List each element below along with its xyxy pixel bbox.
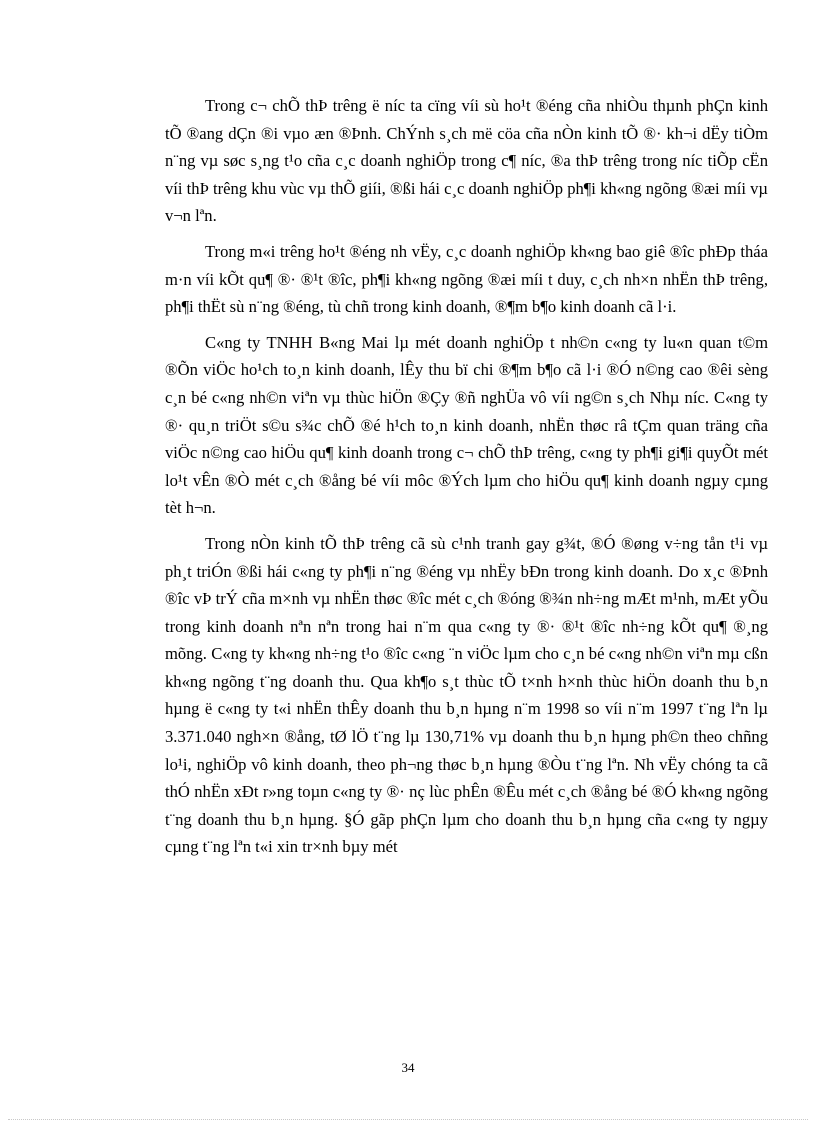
paragraph-4: Trong nÒn kinh tÕ thÞ trêng cã sù c¹nh tranh gay g¾t, ®Ó ®øng v÷ng tån t¹i vµ ph¸t triÓn ®ßi hái c«ng ty ph¶i n¨ng ®éng vµ nhËy bÐn trong kinh doanh. Do x¸c ®Þnh ®îc vÞ trÝ cña m×nh vµ nhËn thøc ®îc mét c¸ch ®óng ®¾n nh÷ng mÆt m¹nh, mÆt yÕu trong kinh doanh nªn nªn trong hai n¨m qua c«ng ty ®· ®¹t ®îc nh÷ng kÕt qu¶ ®¸ng mõng. C«ng ty kh«ng nh÷ng t¹o ®îc c«ng ¨n viÖc lµm cho c¸n bé c«ng nh©n viªn mµ cßn kh«ng ngõng t¨ng doanh thu. Qua kh¶o s¸t thùc tÕ t×nh h×nh thùc hiÖn doanh thu b¸n hµng ë c«ng ty t«i nhËn thÊy doanh thu b¸n hµng n¨m 1998 so víi n¨m 1997 t¨ng lªn lµ 3.371.040 ngh×n ®ång, tØ lÖ t¨ng lµ 130,71% vµ doanh thu b¸n hµng ph©n theo chñng lo¹i, nghiÖp vô kinh doanh, theo ph¬ng thøc b¸n hµng ®Òu t¨ng lªn. Nh vËy chóng ta cã thÓ nhËn xÐt r»ng toµn c«ng ty ®· nç lùc phÊn ®Êu mét c¸ch ®ång bé ®Ó kh«ng ngõng t¨ng doanh thu b¸n hµng. §Ó gãp phÇn lµm cho doanh thu b¸n hµng cña c«ng ty ngµy cµng t¨ng lªn t«i xin tr×nh bµy mét bbox=[165, 533, 768, 857]
page-number: 34 bbox=[401, 1060, 415, 1075]
paragraph-1: Trong c¬ chÕ thÞ trêng ë níc ta cïng víi sù ho¹t ®éng cña nhiÒu thµnh phÇn kinh tÕ ®ang dÇn ®i vµo æn ®Þnh. ChÝnh s¸ch më cöa cña nÒn kinh tÕ ®· kh¬i dËy tiÒm n¨ng vµ søc s¸ng t¹o cña c¸c doanh nghiÖp trong c¶ níc, ®a thÞ trêng trong níc tiÕp cËn víi thÞ trêng khu vùc vµ thÕ giíi, ®ßi hái c¸c doanh nghiÖp ph¶i kh«ng ngõng ®æi míi vµ v¬n lªn. bbox=[165, 96, 768, 226]
paragraph-3: C«ng ty TNHH B«ng Mai lµ mét doanh nghiÖp t nh©n c«ng ty lu«n quan t©m ®Õn viÖc ho¹ch to¸n kinh doanh, lÊy thu bï chi ®¶m b¶o cã l·i ®Ó n©ng cao ®êi sèng c¸n bé c«ng nh©n viªn vµ thùc hiÖn ®Çy ®ñ nghÜa vô víi ng©n s¸ch Nhµ níc. C«ng ty ®· qu¸n triÖt s©u s¾c chÕ ®é h¹ch to¸n kinh doanh, nhËn thøc râ tÇm quan träng cña viÖc n©ng cao hiÖu qu¶ kinh doanh trong c¬ chÕ thÞ trêng, c«ng ty ph¶i gi¶i quyÕt mét lo¹t vÊn ®Ò mét c¸ch ®ång bé víi môc ®Ých lµm cho hiÖu qu¶ kinh doanh ngµy cµng tèt h¬n. bbox=[165, 332, 768, 518]
paragraph-2: Trong m«i trêng ho¹t ®éng nh vËy, c¸c doanh nghiÖp kh«ng bao giê ®îc phÐp tháa m·n víi kÕt qu¶ ®· ®¹t ®îc, ph¶i kh«ng ngõng ®æi míi t duy, c¸ch nh×n nhËn thÞ trêng, ph¶i thËt sù n¨ng ®éng, tù chñ trong kinh doanh, ®¶m b¶o kinh doanh cã l·i. bbox=[165, 241, 768, 317]
page-bottom-edge bbox=[8, 1119, 808, 1120]
body-text bbox=[165, 92, 768, 869]
